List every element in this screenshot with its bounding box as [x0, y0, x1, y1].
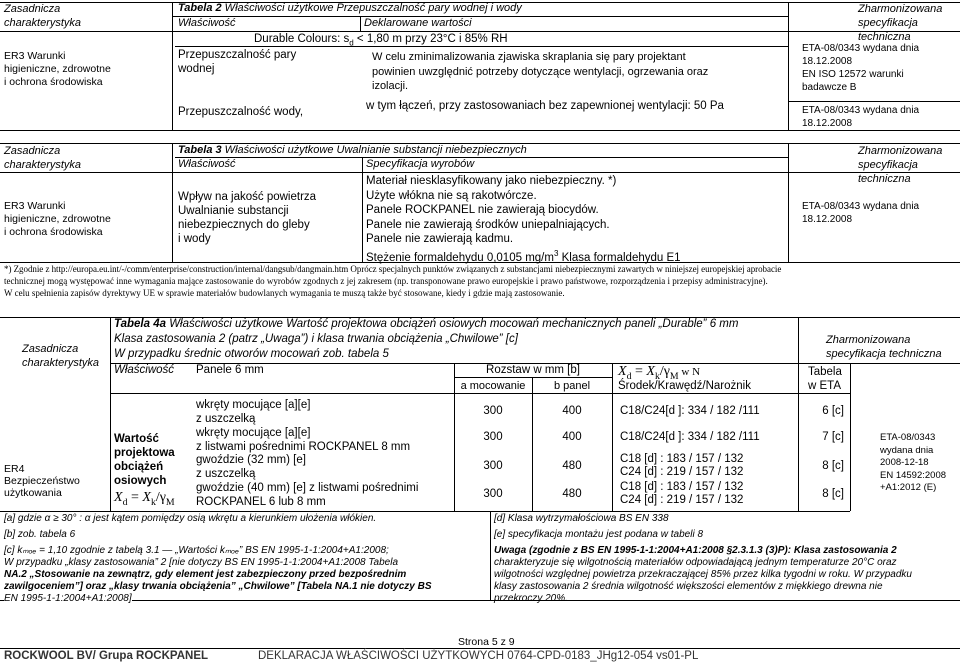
spec-line: Panele ROCKPANEL nie zawierają biocydów.: [366, 204, 599, 216]
xd-formula-2: $X_d = X_k/\gamma_M$: [114, 490, 175, 508]
table-title: Tabela 2 Właściwości użytkowe Przepuszczalność pary wodnej i wody: [178, 2, 522, 14]
table-cell-a: 300: [483, 405, 503, 417]
col-declared: Deklarowane wartości: [364, 17, 472, 29]
formaldehyde-line: Stężenie formaldehydu 0,0105 $mg/m^3$ Klasa formaldehydu E1: [366, 248, 681, 264]
footnote: technicznej mogą występować inne wymagania mające zastosowanie do wyrobów zgodnych z jej zakresem (np. transponowane prawo europejskie i prawo państwowe, rozporządzenia i przepisy administracyjne).: [4, 276, 768, 286]
vapor-spec-a: ETA-08/0343 wydana dnia 18.12.2008: [802, 43, 920, 67]
table-title: Tabela 4a Właściwości użytkowe Wartość projektowa obciążeń osiowych mocowań mechanicznych paneli „Durable” 6 mm: [114, 318, 739, 330]
remark-line: Uwaga (zgodnie z BS EN 1995-1-1:2004+A1:2008 §2.3.1.3 (3)P): Klasa zastosowania 2: [494, 545, 897, 556]
col-spec: Zharmonizowana specyfikacja techniczna: [826, 334, 942, 360]
spec-line: Użyte włókna nie są rakotwórcze.: [366, 189, 537, 202]
table-cell-values: C18/C24[d ]: 334 / 182 /111: [620, 431, 760, 443]
col-spec-products: Specyfikacja wyrobów: [366, 158, 475, 170]
table-row-fastener: gwoździe (32 mm) [e] z uszczelką: [196, 454, 306, 480]
footnote: *) Zgodnie z http://europa.eu.int/-/comm/enterprise/construction/internal/dangsub/dangmain.htm Oprócz specjalnych punktów związanych z substancjami niebezpiecznymi zawartych w niniejszej europejskiej aprobacie: [4, 264, 782, 274]
footer-company: ROCKWOOL BV/ Grupa ROCKPANEL: [4, 650, 209, 662]
col-property: Właściwość: [178, 158, 236, 170]
spec-ref: ETA-08/0343 wydana dnia 18.12.2008: [802, 201, 920, 225]
table-cell-a: 300: [483, 488, 503, 500]
er-label: ER3 Warunki higieniczne, zdrowotne i ochrona środowiska: [4, 50, 111, 88]
vapor-value: Durable Colours: $s_d < 1,80$ m przy 23°C i 85% RH: [254, 33, 508, 48]
spec-line: Materiał niesklasyfikowany jako niebezpieczny. *): [366, 175, 617, 187]
basis-label: Zasadnicza charakterystyka: [22, 343, 100, 369]
spec-line: Panele nie zawierają środków uniepalniających.: [366, 218, 610, 231]
basis-label: Zasadnicza charakterystyka: [4, 3, 82, 29]
col-property: Właściwość: [178, 17, 236, 29]
table-cell-ref: 8 [c]: [822, 460, 844, 472]
xd-formula: $X_d = X_k/\gamma_M$ w N: [618, 364, 701, 382]
footer-document: DEKLARACJA WŁAŚCIWOŚCI UŻYTKOWYCH 0764-CPD-0183_JHg12-054 vs01-PL: [258, 650, 699, 662]
eta-reference: ETA-08/0343 wydana dnia 2008-12-18 EN 14592:2008 +A1:2012 (E): [880, 432, 947, 493]
product-spec-lines: [366, 174, 681, 265]
table-subtitle: Klasa zastosowania 2 (patrz „Uwaga”) i klasa trwania obciążenia „Chwilowe” [c]: [114, 333, 518, 345]
spec-line: Panele nie zawierają kadmu.: [366, 233, 514, 245]
spacing-label: Rozstaw w mm [b]: [486, 364, 580, 376]
col-table: Tabela w ETA: [808, 366, 842, 392]
remark-line: przekroczy 20%.: [494, 593, 568, 604]
remark-line: klasy zastosowania 2 średnia wilgotność większości elementów z miękkiego drewna nie: [494, 581, 883, 592]
remark: [494, 545, 912, 605]
table-cell-b: 480: [562, 488, 582, 500]
page-number: Strona 5 z 9: [458, 636, 515, 648]
hole-note: W przypadku średnic otworów mocowań zob. tabela 5: [114, 348, 389, 360]
note-c: EN 1995-1-1:2004+A1:2008]: [4, 593, 132, 604]
table-title: Tabela 3 Właściwości użytkowe Uwalnianie substancji niebezpiecznych: [178, 144, 527, 156]
water-spec: ETA-08/0343 wydana dnia 18.12.2008: [802, 105, 920, 129]
table-cell-values: C18/C24[d ]: 334 / 182 /111: [620, 405, 760, 417]
table-cell-a: 300: [483, 460, 503, 472]
table-row-fastener: gwoździe (40 mm) [e] z listwami pośrednimi ROCKPANEL 6 lub 8 mm: [196, 482, 419, 508]
col-panel: b panel: [553, 380, 591, 392]
note-a: [a] gdzie α ≥ 30° : α jest kątem pomiędzy osią wkrętu a kierunkiem ułożenia włókien.: [4, 513, 377, 524]
col-spec: Zharmonizowana specyfikacja techniczna: [858, 3, 943, 43]
table-cell-b: 480: [562, 460, 582, 472]
table-cell-ref: 7 [c]: [822, 431, 844, 443]
table-cell-ref: 8 [c]: [822, 488, 844, 500]
vapor-note: W celu zminimalizowania zjawiska skraplania się pary projektant powinien uwzględnić potrzeby dotyczące wentylacji, ogrzewania oraz izolacji.: [372, 51, 709, 92]
water-label: Przepuszczalność wody,: [178, 106, 304, 118]
note-d: [d] Klasa wytrzymałościowa BS EN 338: [494, 513, 669, 524]
col-spec: Zharmonizowana specyfikacja techniczna: [858, 145, 943, 185]
remark-line: charakteryzuje się wilgotnością materiałów odpowiadającą jednym temperaturze 20°C oraz: [494, 557, 897, 568]
note-c: W przypadku „klasy zastosowania” 2 [nie dotyczy BS EN 1995-1-1:2004+A1:2008 Tabela: [4, 557, 399, 568]
table-cell-values: C18 [d] : 183 / 157 / 132 C24 [d] : 219 / 157 / 132: [620, 481, 744, 506]
col-property: Właściwość: [114, 364, 175, 376]
col-position: Środek/Krawędź/Narożnik: [618, 380, 751, 392]
table-cell-ref: 6 [c]: [822, 405, 844, 417]
note-c: NA.2 „Stosowanie na zewnątrz, gdy element jest zabezpieczony przed bezpośrednim: [4, 569, 407, 580]
property-label: Wpływ na jakość powietrza Uwalnianie substancji niebezpiecznych do gleby i wody: [178, 191, 317, 245]
footnote: W celu spełnienia zapisów dyrektywy UE w sprawie materiałów budowlanych wymagania te muszą także być stosowane, kiedy i gdzie mają zastosowanie.: [4, 288, 565, 298]
er-label: ER4 Bezpieczeństwo użytkowania: [4, 463, 80, 499]
value-label: Wartość projektowa obciążeń osiowych: [114, 433, 175, 487]
vapor-label: Przepuszczalność pary wodnej: [178, 49, 297, 75]
note-e: [e] specyfikacja montażu jest podana w tabeli 8: [494, 529, 704, 540]
table-cell-a: 300: [483, 431, 503, 443]
note-b: [b] zob. tabela 6: [4, 529, 76, 540]
basis-label: Zasadnicza charakterystyka: [4, 145, 82, 171]
remark-line: wilgotności względnej powietrza przekraczającej 85% przez kilka tygodni w roku. W przypadku: [494, 569, 912, 580]
er-label: ER3 Warunki higieniczne, zdrowotne i ochrona środowiska: [4, 200, 111, 238]
note-c: [c] kₘₒₑ = 1,10 zgodnie z tabelą 3.1 — „Wartości kₘₒₑ” BS EN 1995-1-1:2004+A1:2008;: [4, 545, 389, 556]
table-row-fastener: wkręty mocujące [a][e] z listwami pośrednimi ROCKPANEL 8 mm: [196, 427, 411, 453]
table-row-fastener: wkręty mocujące [a][e] z uszczelką: [196, 399, 311, 425]
table-cell-b: 400: [562, 431, 582, 443]
note-c: zawilgoceniem”] oraz „klasy trwania obciążenia” „Chwilowe” [Tabela NA.1 nie dotyczy BS: [4, 581, 432, 592]
vapor-spec-b: EN ISO 12572 warunki badawcze B: [802, 69, 904, 93]
col-fastening: a mocowanie: [460, 380, 526, 392]
table-cell-b: 400: [562, 405, 582, 417]
table-cell-values: C18 [d] : 183 / 157 / 132 C24 [d] : 219 / 157 / 132: [620, 453, 744, 478]
panel-label: Panele 6 mm: [196, 364, 264, 376]
water-value: w tym łączeń, przy zastosowaniach bez zapewnionej wentylacji: 50 Pa: [366, 100, 724, 112]
